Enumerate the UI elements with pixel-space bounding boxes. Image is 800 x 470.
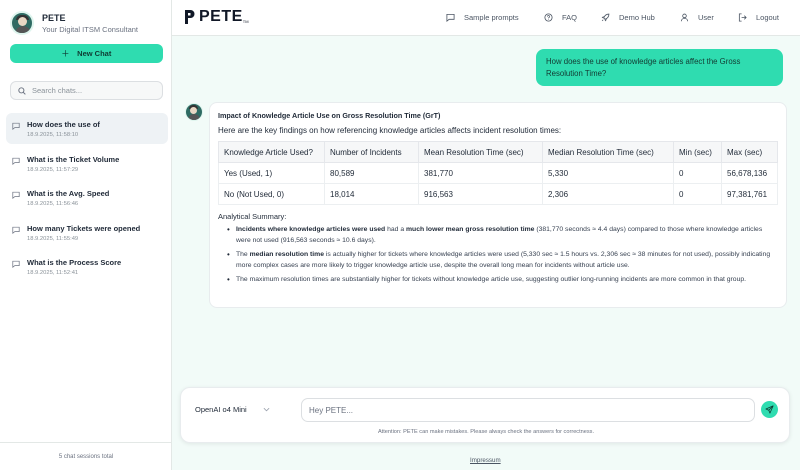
plus-icon: ＋ (61, 49, 70, 58)
logo-trademark: TM (242, 18, 249, 24)
chat-time: 18.9.2025, 11:55:49 (27, 235, 79, 242)
chevron-down-icon (263, 407, 270, 412)
table-row (219, 163, 778, 184)
message-input[interactable] (301, 398, 755, 422)
summary-text: (381,770 seconds ≈ 4.4 days) compared to those where knowledge articles were not used (916,563 seconds ≈ 10.6 days). (236, 226, 763, 245)
summary-bullet (227, 274, 778, 285)
disclaimer: Attention: PETE can make mistakes. Please always check the answers for correctness. (377, 429, 595, 435)
logo-mark-icon (184, 9, 196, 25)
table-cell: 0 (674, 184, 722, 205)
chat-time: 18.9.2025, 11:57:29 (27, 166, 79, 173)
summary-text: The maximum resolution times are substantially higher for tickets without knowledge article use, suggesting outlier long-running incidents are more common in that group. (236, 276, 747, 284)
summary-bullet (227, 249, 778, 272)
table-cell: 56,678,136 (722, 163, 778, 184)
pete-logo[interactable] (184, 8, 249, 26)
summary-list (218, 224, 778, 285)
column-header: Number of Incidents (325, 142, 419, 163)
chat-bubble-icon (12, 122, 20, 130)
top-header (172, 0, 800, 36)
chat-time: 18.9.2025, 11:52:41 (27, 270, 79, 276)
user-message: How does the use of knowledge articles affect the Gross Resolution Time? (536, 49, 783, 86)
nav-demo-hub-label: Demo Hub (619, 13, 655, 22)
table-cell: 381,770 (419, 163, 543, 184)
table-cell: 18,014 (325, 184, 419, 205)
sidebar (0, 0, 172, 470)
summary-text: The (236, 251, 250, 259)
column-header: Mean Resolution Time (sec) (419, 142, 543, 163)
column-header: Min (sec) (674, 142, 722, 163)
summary-bold: much lower mean gross resolution time (406, 226, 535, 233)
chat-item[interactable] (6, 182, 168, 213)
table-cell: Yes (Used, 1) (219, 163, 325, 184)
send-icon (765, 405, 774, 414)
column-header: Max (sec) (722, 142, 778, 163)
model-select[interactable] (195, 405, 295, 414)
chat-title: What is the Ticket Volume (27, 154, 120, 164)
chat-bubble-icon (12, 226, 20, 234)
table-cell: 2,306 (543, 184, 674, 205)
brand-name: PETE (42, 12, 66, 23)
chat-bubble-icon (12, 260, 20, 268)
chat-time: 18.9.2025, 11:56:46 (27, 201, 79, 207)
summary-bold: median resolution time (249, 251, 325, 259)
nav-sample-prompts-label: Sample prompts (464, 13, 519, 22)
nav-user[interactable] (680, 13, 714, 22)
impressum-link[interactable]: Impressum (470, 457, 501, 464)
model-select-value: OpenAI o4 Mini (195, 405, 247, 414)
chat-item[interactable] (6, 148, 168, 179)
chat-item[interactable] (6, 217, 168, 248)
chat-item[interactable] (6, 113, 168, 144)
sidebar-footer (0, 442, 172, 470)
pete-avatar (10, 11, 34, 35)
table-cell: 916,563 (419, 184, 543, 205)
nav-user-label: User (698, 13, 714, 22)
send-button[interactable] (761, 401, 778, 418)
message-icon (446, 13, 455, 22)
bot-avatar (185, 103, 203, 121)
chat-bubble-icon (12, 157, 20, 165)
rocket-icon (601, 13, 610, 22)
logout-icon (738, 13, 747, 22)
chat-list (6, 113, 168, 286)
composer (180, 387, 790, 443)
summary-text: had a (385, 226, 407, 233)
column-header: Knowledge Article Used? (219, 142, 325, 163)
new-chat-label: New Chat (77, 49, 112, 58)
chat-title: How does the use of (27, 120, 100, 129)
summary-title: Analytical Summary: (218, 212, 287, 221)
logo-text: PETE (199, 8, 243, 25)
chat-title: How many Tickets were opened (27, 223, 141, 233)
search-box[interactable] (10, 81, 163, 100)
chat-item[interactable] (6, 251, 168, 282)
search-input[interactable] (32, 86, 152, 95)
table-row (219, 184, 778, 205)
nav-demo-hub[interactable] (601, 13, 655, 22)
bot-heading: Impact of Knowledge Article Use on Gross Resolution Time (GrT) (218, 111, 441, 120)
help-circle-icon (544, 13, 553, 22)
summary-bullet (227, 224, 778, 247)
chat-bubble-icon (12, 191, 20, 199)
results-table (218, 141, 778, 205)
table-cell: 0 (674, 163, 722, 184)
table-cell: 97,381,761 (722, 184, 778, 205)
brand-subtitle: Your Digital ITSM Consultant (42, 24, 139, 34)
session-count: 5 chat sessions total (58, 454, 114, 460)
table-header-row (219, 142, 778, 163)
user-icon (680, 13, 689, 22)
bot-intro: Here are the key findings on how referencing knowledge articles affects incident resolution times: (218, 126, 562, 135)
chat-time: 18.9.2025, 11:58:10 (27, 132, 79, 138)
nav-faq[interactable] (544, 13, 577, 22)
chat-title: What is the Process Score (27, 258, 122, 267)
table-cell: 80,589 (325, 163, 419, 184)
new-chat-button[interactable] (10, 44, 163, 63)
table-cell: 5,330 (543, 163, 674, 184)
chat-title: What is the Avg. Speed (27, 189, 110, 198)
nav-logout-label: Logout (756, 13, 779, 22)
table-cell: No (Not Used, 0) (219, 184, 325, 205)
column-header: Median Resolution Time (sec) (543, 142, 674, 163)
bot-message (209, 102, 787, 308)
summary-bold: Incidents where knowledge articles were used (236, 226, 386, 233)
summary-text: is actually higher for tickets where knowledge articles were used (5,330 sec ≈ 1.5 hours vs. 2,306 sec ≈ 38 minutes for not used), possibly indicating more complex cases are more likely to trigger knowledge article use, despite the overall long mean for incidents without article use. (236, 251, 771, 270)
search-icon (18, 87, 26, 95)
nav-faq-label: FAQ (562, 13, 578, 22)
nav-sample-prompts[interactable] (446, 13, 519, 22)
brand (10, 11, 138, 35)
nav-logout[interactable] (738, 13, 779, 22)
